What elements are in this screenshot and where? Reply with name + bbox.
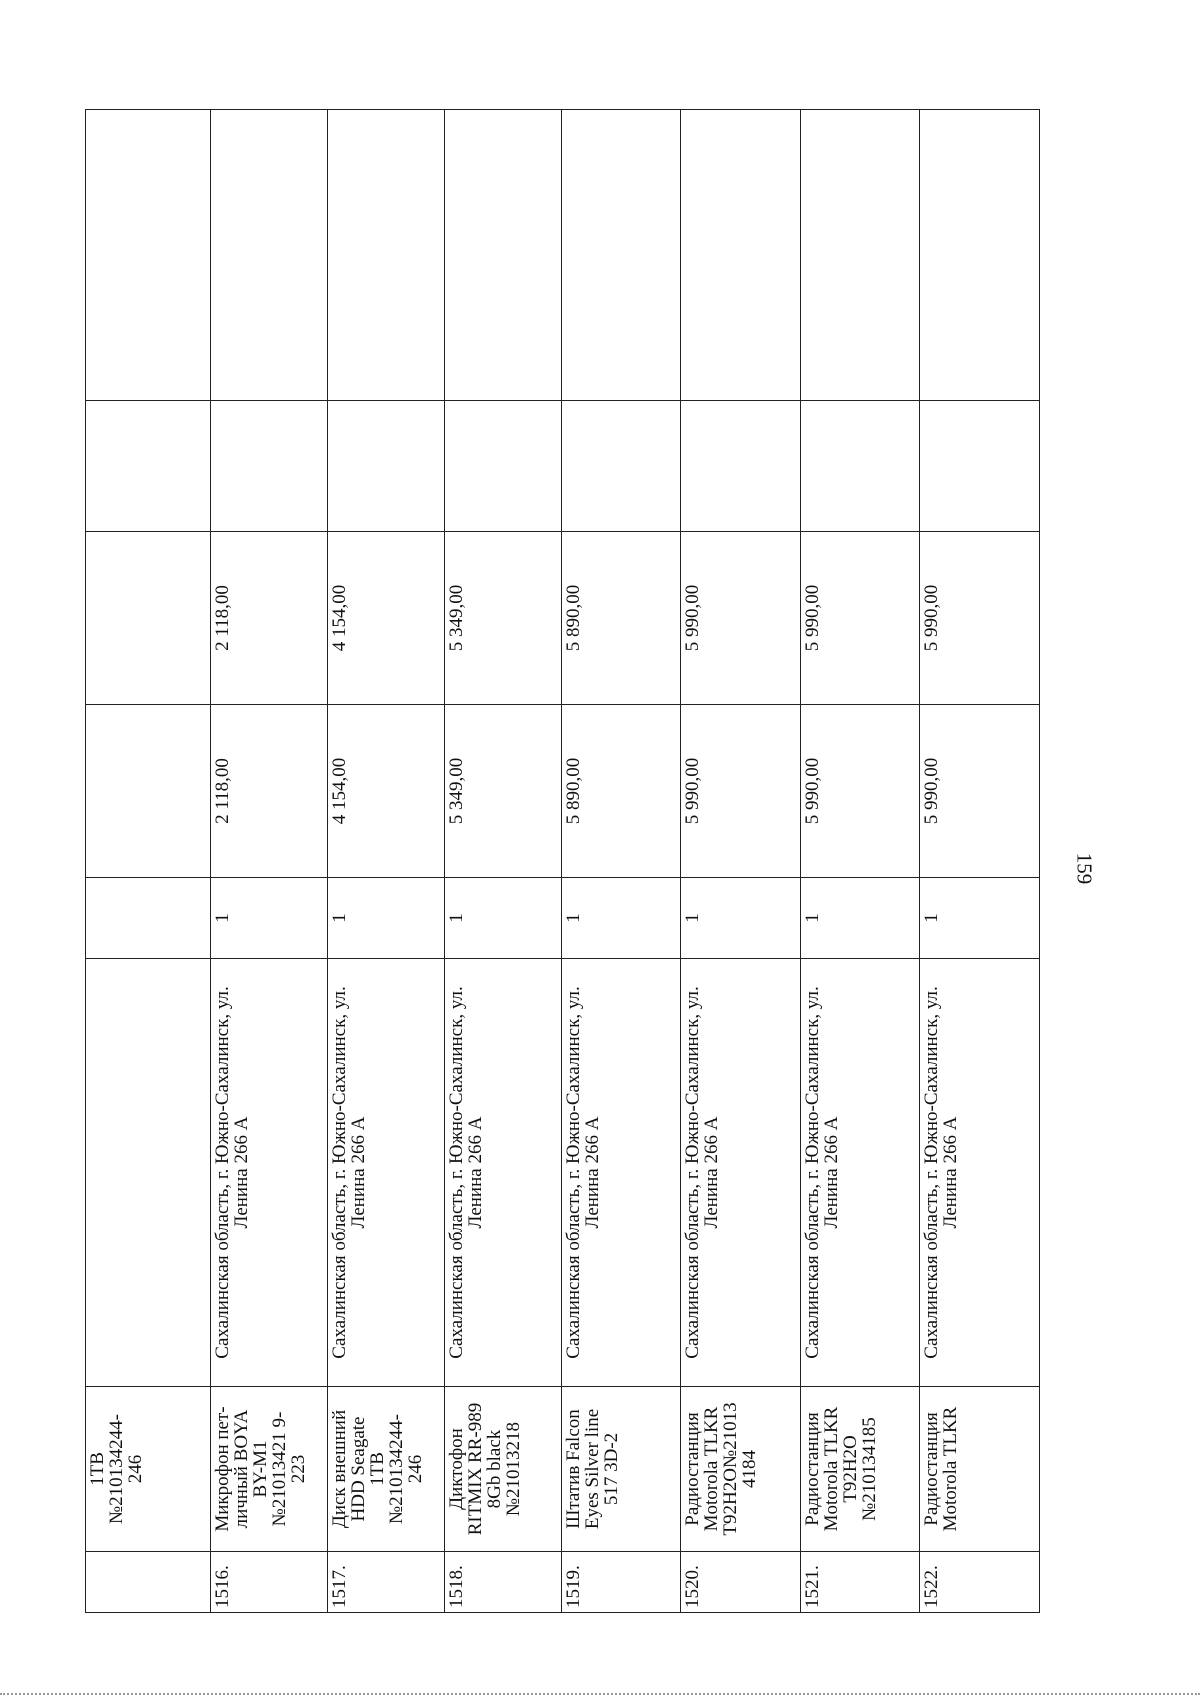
address-cell [681,959,801,1387]
cell-line: Штатив Falcon [563,1409,585,1529]
cell-line: №21013218 [502,1421,524,1517]
cell-line: 246 [405,1454,427,1484]
cell-line: Микрофон пет- [211,1406,233,1532]
empty-cell [920,401,1040,532]
row-number-cell: 1517. [328,1552,445,1613]
sum-cell: 5 990,00 [800,532,920,705]
price-cell [86,705,211,878]
cell-line: Ленина 266 А [940,1116,962,1229]
table-row [800,110,920,1613]
cell-line: Сахалинская область, г. Южно-Сахалинск, ул. [211,986,233,1359]
cell-line: Сахалинская область, г. Южно-Сахалинск, ул. [921,986,943,1359]
cell-line: №21013421 9- [268,1411,290,1527]
address-cell [210,959,328,1387]
cell-line: 1TB [367,1452,389,1486]
address-cell [328,959,445,1387]
inventory-table [85,109,1040,1613]
cell-line: №210134244- [106,1414,127,1524]
quantity-cell: 1 [800,878,920,959]
row-number-cell: 1516. [210,1552,328,1613]
cell-line: Диск внешний [329,1409,351,1529]
table-row [444,110,562,1613]
row-number-cell: 1518. [444,1552,562,1613]
cell-line: 4184 [739,1450,761,1488]
quantity-cell: 1 [210,878,328,959]
cell-line: Диктофон [445,1428,467,1510]
cell-line: Ленина 266 А [701,1116,723,1229]
table-row [562,110,681,1613]
sum-cell: 5 890,00 [562,532,681,705]
item-name-cell [210,1387,328,1552]
quantity-cell: 1 [328,878,445,959]
price-cell: 5 990,00 [681,705,801,878]
price-cell: 5 349,00 [444,705,562,878]
quantity-cell: 1 [444,878,562,959]
cell-line: Ленина 266 А [820,1116,842,1229]
cell-line: 8Gb black [483,1429,505,1509]
address-cell [444,959,562,1387]
cell-line: Радиостанция [682,1412,704,1526]
price-cell: 2 118,00 [210,705,328,878]
empty-cell [328,110,445,401]
empty-cell [681,401,801,532]
empty-cell [920,110,1040,401]
cell-line: Сахалинская область, г. Южно-Сахалинск, ул. [445,986,467,1359]
item-name-cell [86,1387,211,1552]
cell-line: Eyes Silver line [582,1408,604,1530]
cell-line: Радиостанция [801,1412,823,1526]
address-cell [86,959,211,1387]
table-row [210,110,328,1613]
row-number-cell: 1522. [920,1552,1040,1613]
empty-cell [681,110,801,401]
cell-line: T92H2O№21013 [720,1402,742,1536]
empty-cell [800,401,920,532]
cell-line: Сахалинская область, г. Южно-Сахалинск, ул. [563,986,585,1359]
cell-line: Радиостанция [921,1412,943,1526]
address-cell [800,959,920,1387]
item-name-cell [920,1387,1040,1552]
table-row [681,110,801,1613]
cell-line: 223 [287,1454,309,1484]
sum-cell: 2 118,00 [210,532,328,705]
cell-line: Сахалинская область, г. Южно-Сахалинск, ул. [329,986,351,1359]
empty-cell [86,401,211,532]
cell-line: 1ТВ [87,1452,108,1486]
cell-line: HDD Seagate [348,1416,370,1522]
cell-line: Ленина 266 А [464,1116,486,1229]
cell-line: Ленина 266 А [582,1116,604,1229]
sum-cell: 4 154,00 [328,532,445,705]
row-number-cell: 1521. [800,1552,920,1613]
cell-line: Ленина 266 А [230,1116,252,1229]
table-row [86,110,211,1613]
quantity-cell [86,878,211,959]
sum-cell: 5 990,00 [681,532,801,705]
cell-line: №210134244- [386,1414,408,1524]
cell-line: 517 3D-2 [601,1432,623,1506]
cell-line: личный BOYA [230,1409,252,1529]
item-name-cell [800,1387,920,1552]
price-cell: 5 990,00 [800,705,920,878]
empty-cell [444,401,562,532]
sum-cell [86,532,211,705]
sum-cell: 5 990,00 [920,532,1040,705]
cell-line: Motorola TLKR [940,1406,962,1532]
page-number: 159 [1072,852,1097,885]
address-cell [920,959,1040,1387]
sum-cell: 5 349,00 [444,532,562,705]
empty-cell [328,401,445,532]
cell-line: T92H2O [839,1435,861,1503]
price-cell: 5 990,00 [920,705,1040,878]
cell-line: RITMIX RR-989 [464,1402,486,1536]
address-cell [562,959,681,1387]
price-cell: 4 154,00 [328,705,445,878]
price-cell: 5 890,00 [562,705,681,878]
cell-line: Motorola TLKR [820,1406,842,1532]
empty-cell [210,110,328,401]
item-name-cell [562,1387,681,1552]
quantity-cell: 1 [562,878,681,959]
item-name-cell [328,1387,445,1552]
empty-cell [800,110,920,401]
quantity-cell: 1 [920,878,1040,959]
cell-line: Сахалинская область, г. Южно-Сахалинск, ул. [682,986,704,1359]
rotated-table-wrapper [85,110,1040,1613]
quantity-cell: 1 [681,878,801,959]
row-number-cell [86,1552,211,1613]
empty-cell [86,110,211,401]
cell-line: №210134185 [858,1417,880,1521]
table-row [328,110,445,1613]
cell-line: BY-M1 [249,1440,271,1498]
row-number-cell: 1519. [562,1552,681,1613]
cell-line: Ленина 266 А [348,1116,370,1229]
scan-artifact-line [0,1693,1200,1695]
empty-cell [210,401,328,532]
row-number-cell: 1520. [681,1552,801,1613]
cell-line: 246 [125,1454,146,1484]
cell-line: Motorola TLKR [701,1406,723,1532]
table-row [920,110,1040,1613]
empty-cell [444,110,562,401]
cell-line: Сахалинская область, г. Южно-Сахалинск, ул. [801,986,823,1359]
item-name-cell [681,1387,801,1552]
empty-cell [562,110,681,401]
empty-cell [562,401,681,532]
item-name-cell [444,1387,562,1552]
